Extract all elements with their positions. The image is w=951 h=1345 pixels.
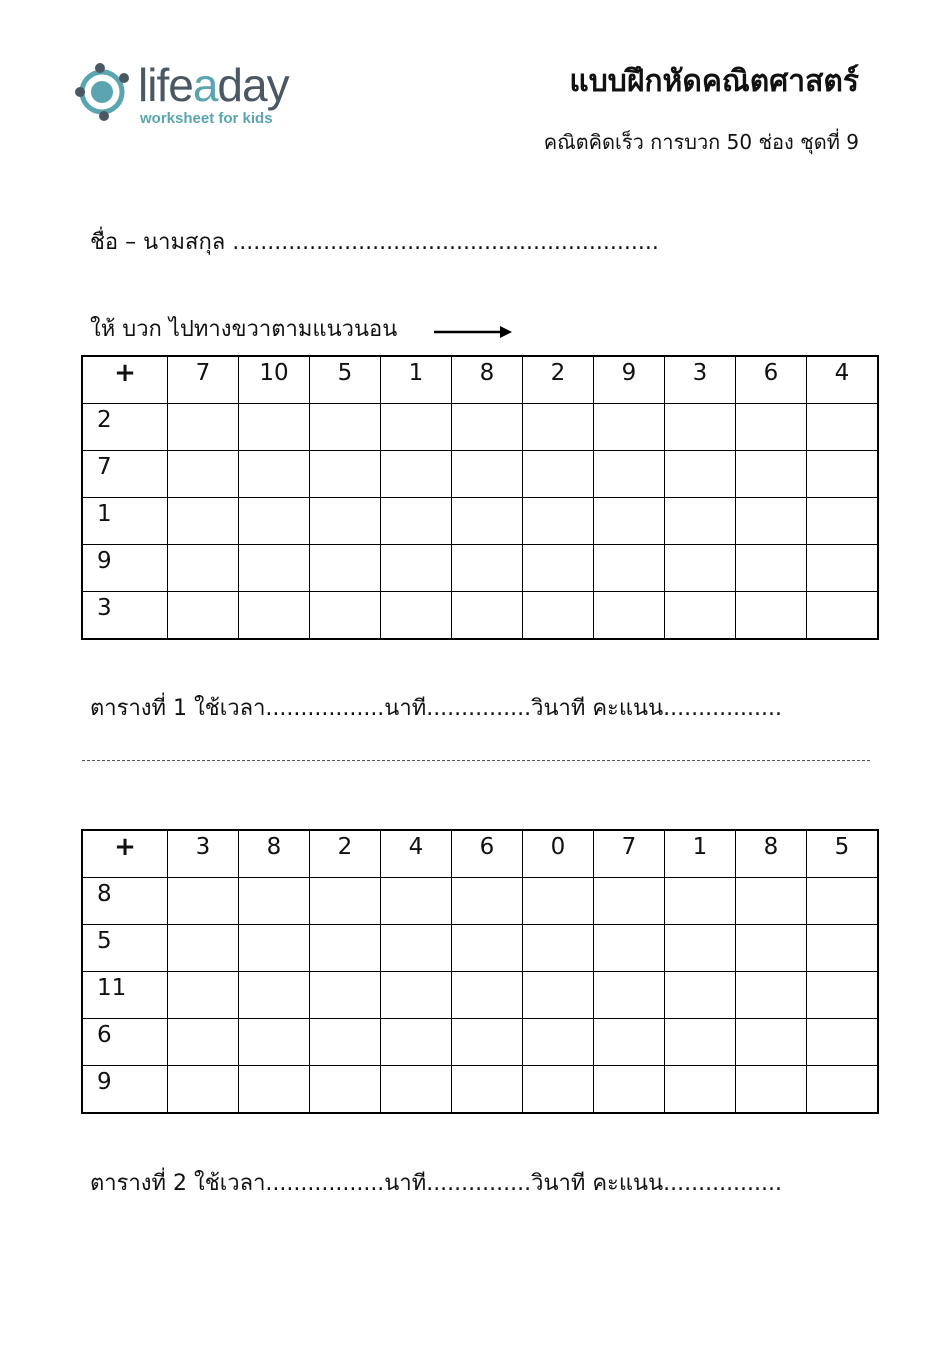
answer-cell[interactable] xyxy=(665,925,736,972)
table-row xyxy=(82,1066,878,1114)
answer-cell[interactable] xyxy=(736,592,807,640)
addition-table-1 xyxy=(81,355,879,640)
answer-cell[interactable] xyxy=(381,878,452,925)
answer-cell[interactable] xyxy=(665,404,736,451)
table-row xyxy=(82,404,878,451)
answer-cell[interactable] xyxy=(168,925,239,972)
answer-cell[interactable] xyxy=(381,404,452,451)
answer-cell[interactable] xyxy=(594,404,665,451)
answer-cell[interactable] xyxy=(452,451,523,498)
answer-cell[interactable] xyxy=(452,592,523,640)
answer-cell[interactable] xyxy=(523,498,594,545)
row-header-cell: 8 xyxy=(82,878,168,925)
dashed-divider xyxy=(82,760,870,761)
column-header-cell: 2 xyxy=(310,830,381,878)
answer-cell[interactable] xyxy=(594,878,665,925)
arrow-right-icon xyxy=(432,324,514,340)
table-row xyxy=(82,545,878,592)
table-row xyxy=(82,451,878,498)
answer-cell[interactable] xyxy=(310,1066,381,1114)
answer-cell[interactable] xyxy=(523,451,594,498)
answer-cell[interactable] xyxy=(523,1066,594,1114)
answer-cell[interactable] xyxy=(239,1066,310,1114)
header-row xyxy=(82,356,878,404)
column-header-cell: 1 xyxy=(381,356,452,404)
answer-cell[interactable] xyxy=(594,1019,665,1066)
answer-cell[interactable] xyxy=(807,592,879,640)
answer-cell[interactable] xyxy=(665,1019,736,1066)
answer-cell[interactable] xyxy=(310,1019,381,1066)
answer-cell[interactable] xyxy=(807,451,879,498)
answer-cell[interactable] xyxy=(523,404,594,451)
table-row xyxy=(82,972,878,1019)
answer-cell[interactable] xyxy=(807,545,879,592)
row-header-cell: 6 xyxy=(82,1019,168,1066)
answer-cell[interactable] xyxy=(665,498,736,545)
logo-tagline: worksheet for kids xyxy=(140,110,273,127)
answer-cell[interactable] xyxy=(452,1066,523,1114)
answer-cell[interactable] xyxy=(594,925,665,972)
column-header-cell: 10 xyxy=(239,356,310,404)
answer-cell[interactable] xyxy=(807,925,879,972)
answer-cell[interactable] xyxy=(736,1066,807,1114)
row-header-cell: 9 xyxy=(82,1066,168,1114)
column-header-cell: 3 xyxy=(168,830,239,878)
answer-cell[interactable] xyxy=(239,592,310,640)
answer-cell[interactable] xyxy=(381,498,452,545)
plus-operator-cell: + xyxy=(82,830,168,878)
table-row xyxy=(82,1019,878,1066)
column-header-cell: 4 xyxy=(807,356,879,404)
answer-cell[interactable] xyxy=(239,972,310,1019)
answer-cell[interactable] xyxy=(168,1066,239,1114)
answer-cell[interactable] xyxy=(452,498,523,545)
column-header-cell: 6 xyxy=(452,830,523,878)
addition-table-2 xyxy=(81,829,879,1114)
row-header-cell: 11 xyxy=(82,972,168,1019)
answer-cell[interactable] xyxy=(736,545,807,592)
answer-cell[interactable] xyxy=(523,925,594,972)
answer-cell[interactable] xyxy=(381,451,452,498)
answer-cell[interactable] xyxy=(381,592,452,640)
column-header-cell: 8 xyxy=(736,830,807,878)
table-row xyxy=(82,878,878,925)
answer-cell[interactable] xyxy=(239,545,310,592)
column-header-cell: 2 xyxy=(523,356,594,404)
column-header-cell: 0 xyxy=(523,830,594,878)
answer-cell[interactable] xyxy=(736,972,807,1019)
answer-cell[interactable] xyxy=(452,878,523,925)
answer-cell[interactable] xyxy=(736,878,807,925)
answer-cell[interactable] xyxy=(523,1019,594,1066)
answer-cell[interactable] xyxy=(239,925,310,972)
answer-cell[interactable] xyxy=(523,545,594,592)
answer-cell[interactable] xyxy=(168,451,239,498)
answer-cell[interactable] xyxy=(452,545,523,592)
row-header-cell: 5 xyxy=(82,925,168,972)
answer-cell[interactable] xyxy=(310,878,381,925)
column-header-cell: 4 xyxy=(381,830,452,878)
answer-cell[interactable] xyxy=(736,404,807,451)
answer-cell[interactable] xyxy=(523,592,594,640)
row-header-cell: 3 xyxy=(82,592,168,640)
answer-cell[interactable] xyxy=(736,451,807,498)
answer-cell[interactable] xyxy=(594,498,665,545)
row-header-cell: 9 xyxy=(82,545,168,592)
answer-cell[interactable] xyxy=(168,545,239,592)
answer-cell[interactable] xyxy=(665,1066,736,1114)
table-row xyxy=(82,592,878,640)
answer-cell[interactable] xyxy=(523,972,594,1019)
answer-cell[interactable] xyxy=(452,404,523,451)
answer-cell[interactable] xyxy=(310,972,381,1019)
answer-cell[interactable] xyxy=(168,1019,239,1066)
answer-cell[interactable] xyxy=(168,404,239,451)
answer-cell[interactable] xyxy=(594,451,665,498)
lifeaday-logo xyxy=(72,58,312,130)
answer-cell[interactable] xyxy=(239,451,310,498)
answer-cell[interactable] xyxy=(239,1019,310,1066)
plus-operator-cell: + xyxy=(82,356,168,404)
answer-cell[interactable] xyxy=(807,1066,879,1114)
answer-cell[interactable] xyxy=(239,878,310,925)
answer-cell[interactable] xyxy=(168,972,239,1019)
answer-cell[interactable] xyxy=(168,878,239,925)
answer-cell[interactable] xyxy=(594,972,665,1019)
answer-cell[interactable] xyxy=(310,545,381,592)
answer-cell[interactable] xyxy=(310,925,381,972)
answer-cell[interactable] xyxy=(807,498,879,545)
answer-cell[interactable] xyxy=(381,972,452,1019)
row-header-cell: 1 xyxy=(82,498,168,545)
answer-cell[interactable] xyxy=(452,972,523,1019)
answer-cell[interactable] xyxy=(310,451,381,498)
answer-cell[interactable] xyxy=(736,498,807,545)
answer-cell[interactable] xyxy=(807,972,879,1019)
answer-cell[interactable] xyxy=(239,498,310,545)
answer-cell[interactable] xyxy=(452,925,523,972)
answer-cell[interactable] xyxy=(239,404,310,451)
column-header-cell: 8 xyxy=(452,356,523,404)
answer-cell[interactable] xyxy=(381,545,452,592)
column-header-cell: 7 xyxy=(168,356,239,404)
logo-wordmark: lifeaday xyxy=(138,59,289,111)
instruction-text: ให้ บวก ไปทางขวาตามแนวนอน xyxy=(90,317,398,342)
column-header-cell: 5 xyxy=(310,356,381,404)
column-header-cell: 7 xyxy=(594,830,665,878)
answer-cell[interactable] xyxy=(452,1019,523,1066)
answer-cell[interactable] xyxy=(665,878,736,925)
answer-cell[interactable] xyxy=(665,592,736,640)
column-header-cell: 1 xyxy=(665,830,736,878)
answer-cell[interactable] xyxy=(523,878,594,925)
answer-cell[interactable] xyxy=(665,972,736,1019)
answer-cell[interactable] xyxy=(807,1019,879,1066)
name-field[interactable]: ชื่อ – นามสกุล ............................................................. xyxy=(90,230,659,255)
row-header-cell: 2 xyxy=(82,404,168,451)
answer-cell[interactable] xyxy=(594,1066,665,1114)
page-subtitle: คณิตคิดเร็ว การบวก 50 ช่อง ชุดที่ 9 xyxy=(543,130,859,154)
answer-cell[interactable] xyxy=(594,545,665,592)
score-line-2: ตารางที่ 2 ใช้เวลา.................นาที...............วินาที คะแนน................. xyxy=(90,1171,783,1196)
answer-cell[interactable] xyxy=(665,545,736,592)
answer-cell[interactable] xyxy=(807,404,879,451)
answer-cell[interactable] xyxy=(665,451,736,498)
score-line-1: ตารางที่ 1 ใช้เวลา.................นาที...............วินาที คะแนน................. xyxy=(90,696,783,721)
answer-cell[interactable] xyxy=(168,498,239,545)
answer-cell[interactable] xyxy=(594,592,665,640)
answer-cell[interactable] xyxy=(736,925,807,972)
answer-cell[interactable] xyxy=(381,1019,452,1066)
molecule-logo-icon xyxy=(72,58,136,122)
column-header-cell: 9 xyxy=(594,356,665,404)
answer-cell[interactable] xyxy=(310,498,381,545)
table-row xyxy=(82,925,878,972)
column-header-cell: 8 xyxy=(239,830,310,878)
table-row xyxy=(82,498,878,545)
answer-cell[interactable] xyxy=(736,1019,807,1066)
answer-cell[interactable] xyxy=(381,1066,452,1114)
column-header-cell: 5 xyxy=(807,830,879,878)
answer-cell[interactable] xyxy=(310,404,381,451)
page-title: แบบฝึกหัดคณิตศาสตร์ xyxy=(569,64,859,99)
row-header-cell: 7 xyxy=(82,451,168,498)
column-header-cell: 3 xyxy=(665,356,736,404)
answer-cell[interactable] xyxy=(310,592,381,640)
header-row xyxy=(82,830,878,878)
answer-cell[interactable] xyxy=(381,925,452,972)
column-header-cell: 6 xyxy=(736,356,807,404)
answer-cell[interactable] xyxy=(807,878,879,925)
answer-cell[interactable] xyxy=(168,592,239,640)
